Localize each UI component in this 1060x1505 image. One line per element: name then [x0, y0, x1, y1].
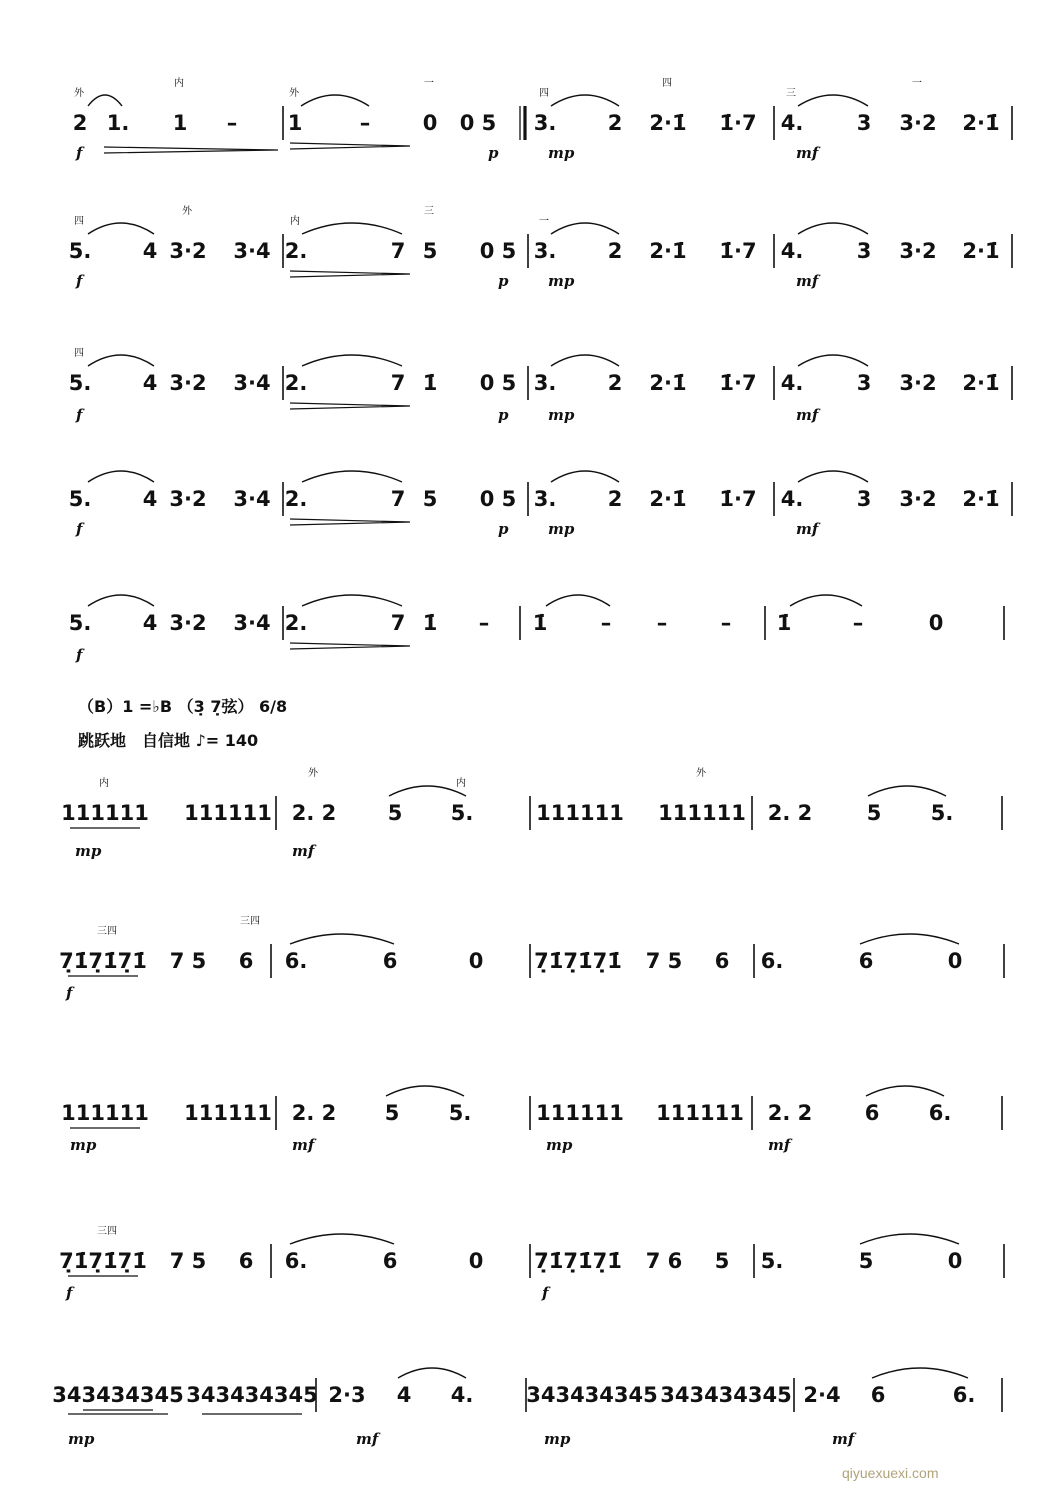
- jianpu-note: 4: [142, 239, 158, 263]
- slur: [302, 355, 402, 366]
- fingering-mark: 内: [99, 778, 109, 789]
- jianpu-note: 7: [390, 371, 406, 395]
- slur: [860, 1234, 959, 1244]
- jianpu-note: 343434345: [660, 1383, 792, 1407]
- jianpu-note: 6.: [952, 1383, 976, 1407]
- tempo-marking: 跳跃地 自信地 ♪= 140: [78, 731, 259, 750]
- dynamic-marking: mp: [548, 272, 575, 290]
- dynamic-marking: p: [488, 144, 499, 162]
- jianpu-note: 4: [396, 1383, 412, 1407]
- jianpu-note: 7̣1̇7̣1̇7̣1̇: [534, 949, 622, 973]
- jianpu-note: 111111: [658, 801, 746, 825]
- jianpu-note: 3·2: [899, 239, 937, 263]
- jianpu-note: 1̇: [422, 371, 438, 395]
- jianpu-note: 1̇·7: [719, 239, 757, 263]
- jianpu-note: 6.: [284, 949, 308, 973]
- slur: [551, 95, 619, 106]
- jianpu-note: 5.: [450, 801, 474, 825]
- dynamic-marking: mp: [68, 1430, 95, 1448]
- staff-system: [59, 915, 962, 1002]
- jianpu-note: 1̇·7: [719, 111, 757, 135]
- jianpu-note: 6: [714, 949, 730, 973]
- jianpu-note: 343434345: [526, 1383, 658, 1407]
- slur: [290, 934, 394, 944]
- jianpu-note: 6: [382, 1249, 398, 1273]
- jianpu-note: 4: [142, 371, 158, 395]
- slur: [866, 1086, 944, 1096]
- jianpu-note: 1.: [106, 111, 130, 135]
- jianpu-note: 2.: [284, 611, 308, 635]
- jianpu-note: 4.: [780, 487, 804, 511]
- jianpu-note: 2. 2: [767, 1101, 813, 1125]
- jianpu-note: 3·2: [899, 111, 937, 135]
- jianpu-note: 1: [287, 111, 303, 135]
- jianpu-note: –: [478, 611, 490, 635]
- slur: [88, 471, 154, 482]
- staff-system: [69, 611, 944, 664]
- jianpu-note: 7 5: [169, 1249, 207, 1273]
- dynamic-marking: mp: [544, 1430, 571, 1448]
- jianpu-note: 1̇·7: [719, 371, 757, 395]
- fingering-mark: 外: [289, 88, 299, 99]
- jianpu-note: 3·4: [233, 371, 271, 395]
- slur: [302, 595, 402, 606]
- dynamic-marking: p: [498, 272, 509, 290]
- jianpu-note: 343434345: [52, 1383, 184, 1407]
- fingering-mark: 内: [174, 78, 184, 89]
- jianpu-note: 5.: [68, 487, 92, 511]
- jianpu-note: 2·1̇: [649, 239, 687, 263]
- jianpu-note: 6.: [928, 1101, 952, 1125]
- jianpu-note: 111111: [61, 801, 149, 825]
- jianpu-note: 0: [468, 949, 484, 973]
- dynamic-marking: mp: [548, 520, 575, 538]
- jianpu-note: 3: [856, 111, 872, 135]
- jianpu-note: 7̣1̇7̣1̇7̣1̇: [534, 1249, 622, 1273]
- dynamic-marking: mf: [832, 1430, 855, 1448]
- fingering-mark: 四: [662, 78, 672, 89]
- jianpu-note: 111111: [536, 1101, 624, 1125]
- jianpu-note: 2·1̇: [962, 371, 1000, 395]
- fingering-mark: 三: [424, 206, 434, 217]
- jianpu-note: 3·2: [899, 487, 937, 511]
- jianpu-note: 0: [468, 1249, 484, 1273]
- slur: [860, 934, 959, 944]
- jianpu-note: 0: [947, 1249, 963, 1273]
- jianpu-note: 5.: [448, 1101, 472, 1125]
- slur: [398, 1368, 466, 1378]
- jianpu-note: 111111: [184, 1101, 272, 1125]
- slur: [302, 471, 402, 482]
- dynamic-marking: mp: [548, 144, 575, 162]
- fingering-mark: 三四: [240, 916, 260, 927]
- jianpu-note: 5: [866, 801, 882, 825]
- fingering-mark: 三: [786, 88, 796, 99]
- jianpu-note: 7 5: [645, 949, 683, 973]
- jianpu-note: 2·1̇: [962, 487, 1000, 511]
- jianpu-note: –: [852, 611, 864, 635]
- fingering-mark: 外: [74, 88, 84, 99]
- slur: [798, 355, 868, 366]
- jianpu-note: 0 5: [459, 111, 497, 135]
- fingering-mark: 三四: [97, 1226, 117, 1237]
- jianpu-note: 2·1̇: [649, 371, 687, 395]
- jianpu-note: 3.: [533, 111, 557, 135]
- jianpu-note: 2·1̇: [649, 111, 687, 135]
- jianpu-note: 7: [390, 487, 406, 511]
- slur: [872, 1368, 968, 1378]
- jianpu-note: 0: [928, 611, 944, 635]
- fingering-mark: 内: [456, 778, 466, 789]
- fingering-mark: 三四: [97, 926, 117, 937]
- jianpu-note: 3·2: [169, 487, 207, 511]
- jianpu-note: 3.: [533, 371, 557, 395]
- jianpu-note: 7: [390, 611, 406, 635]
- jianpu-note: 2. 2: [291, 801, 337, 825]
- jianpu-note: 343434345: [186, 1383, 318, 1407]
- jianpu-note: 1̇: [422, 611, 438, 635]
- jianpu-note: 4: [142, 611, 158, 635]
- dynamic-marking: f: [76, 406, 83, 424]
- jianpu-note: 5.: [760, 1249, 784, 1273]
- jianpu-note: 3: [856, 239, 872, 263]
- dynamic-marking: f: [76, 144, 83, 162]
- jianpu-note: 2·1̇: [649, 487, 687, 511]
- dynamic-marking: mf: [796, 272, 819, 290]
- slur: [798, 95, 868, 106]
- slur: [868, 786, 946, 796]
- jianpu-note: 3: [856, 487, 872, 511]
- staff-system: [52, 1383, 975, 1448]
- jianpu-note: 111111: [184, 801, 272, 825]
- jianpu-note: –: [359, 111, 371, 135]
- staff-system: [69, 347, 1000, 424]
- dynamic-marking: mf: [356, 1430, 379, 1448]
- jianpu-note: 5.: [68, 611, 92, 635]
- jianpu-note: 111111: [536, 801, 624, 825]
- slur: [798, 223, 868, 234]
- jianpu-note: 3·4: [233, 487, 271, 511]
- jianpu-note: 5: [858, 1249, 874, 1273]
- slur: [389, 786, 466, 796]
- watermark: qiyuexuexi.com: [842, 1465, 939, 1481]
- slur: [386, 1086, 464, 1096]
- jianpu-note: 4.: [780, 239, 804, 263]
- jianpu-note: 6: [382, 949, 398, 973]
- jianpu-note: 6.: [760, 949, 784, 973]
- jianpu-note: 5.: [68, 371, 92, 395]
- jianpu-note: 5: [422, 487, 438, 511]
- key-signature-line: （B）1 =♭B （3̣ 7̣弦） 6/8: [78, 697, 288, 716]
- jianpu-note: 6: [238, 949, 254, 973]
- jianpu-note: 2: [607, 111, 623, 135]
- jianpu-note: 1̇: [532, 611, 548, 635]
- notes-layer: [52, 76, 999, 1448]
- jianpu-note: 2.: [284, 239, 308, 263]
- jianpu-note: 3·2: [169, 371, 207, 395]
- jianpu-note: 2·4: [803, 1383, 841, 1407]
- dynamic-marking: mf: [796, 520, 819, 538]
- fingering-mark: 四: [74, 216, 84, 227]
- jianpu-note: 1̇: [776, 611, 792, 635]
- fingering-mark: 内: [290, 216, 300, 227]
- jianpu-note: 3.: [533, 487, 557, 511]
- jianpu-note: 4.: [450, 1383, 474, 1407]
- dynamic-marking: mp: [546, 1136, 573, 1154]
- jianpu-note: 3.: [533, 239, 557, 263]
- jianpu-note: 3·4: [233, 239, 271, 263]
- dynamic-marking: mf: [292, 842, 315, 860]
- jianpu-note: 7̣1̇7̣1̇7̣1̇: [59, 1249, 147, 1273]
- slur: [546, 595, 610, 606]
- dynamic-marking: mf: [796, 144, 819, 162]
- jianpu-note: 3·2: [899, 371, 937, 395]
- jianpu-note: 3·4: [233, 611, 271, 635]
- slur: [301, 95, 369, 106]
- staff-system: [69, 204, 1000, 290]
- dynamic-marking: f: [76, 272, 83, 290]
- jianpu-note: 0 5: [479, 371, 517, 395]
- jianpu-note: 2.: [284, 371, 308, 395]
- dynamic-marking: f: [76, 646, 83, 664]
- slur: [290, 1234, 394, 1244]
- slur: [798, 471, 868, 482]
- jianpu-note: 5: [384, 1101, 400, 1125]
- fingering-mark: 一: [912, 78, 922, 89]
- jianpu-note: 6: [238, 1249, 254, 1273]
- jianpu-note: –: [656, 611, 668, 635]
- slur: [551, 471, 619, 482]
- slur: [302, 223, 402, 234]
- jianpu-note: 5: [387, 801, 403, 825]
- jianpu-note: 6: [870, 1383, 886, 1407]
- fingering-mark: 四: [74, 348, 84, 359]
- jianpu-note: 4.: [780, 371, 804, 395]
- jianpu-note: 2·1̇: [962, 111, 1000, 135]
- jianpu-note: 1̇·7: [719, 487, 757, 511]
- hairpin: [104, 147, 278, 153]
- staff-system: [61, 766, 953, 860]
- hairpin: [290, 403, 410, 409]
- jianpu-note: 6.: [284, 1249, 308, 1273]
- jianpu-note: 0: [422, 111, 438, 135]
- slur: [551, 355, 619, 366]
- barlines-and-slurs: [68, 95, 1012, 1414]
- slur: [551, 223, 619, 234]
- dynamic-marking: mf: [796, 406, 819, 424]
- dynamic-marking: mp: [70, 1136, 97, 1154]
- hairpin: [290, 143, 410, 149]
- jianpu-note: 0 5: [479, 487, 517, 511]
- hairpin: [290, 643, 410, 649]
- jianpu-note: 2: [607, 371, 623, 395]
- jianpu-note: –: [600, 611, 612, 635]
- jianpu-note: 2. 2: [767, 801, 813, 825]
- jianpu-note: –: [720, 611, 732, 635]
- dynamic-marking: mp: [75, 842, 102, 860]
- jianpu-note: 7: [390, 239, 406, 263]
- dynamic-marking: mf: [292, 1136, 315, 1154]
- fingering-mark: 外: [308, 768, 318, 779]
- slur: [88, 595, 154, 606]
- hairpin: [290, 519, 410, 525]
- staff-system: [59, 1225, 962, 1302]
- dynamic-marking: p: [498, 406, 509, 424]
- jianpu-note: –: [226, 111, 238, 135]
- jianpu-note: 6: [864, 1101, 880, 1125]
- fingering-mark: 外: [182, 206, 192, 217]
- dynamic-marking: mp: [548, 406, 575, 424]
- jianpu-note: 3: [856, 371, 872, 395]
- jianpu-note: 2.: [284, 487, 308, 511]
- staff-system: [69, 487, 1000, 538]
- jianpu-note: 0 5: [479, 239, 517, 263]
- jianpu-note: 5.: [930, 801, 954, 825]
- jianpu-note: 1: [172, 111, 188, 135]
- slur: [88, 223, 154, 234]
- jianpu-note: 5: [422, 239, 438, 263]
- jianpu-note: 111111: [656, 1101, 744, 1125]
- jianpu-note: 2·1̇: [962, 239, 1000, 263]
- jianpu-note: 2: [72, 111, 88, 135]
- dynamic-marking: f: [76, 520, 83, 538]
- jianpu-note: 2. 2: [291, 1101, 337, 1125]
- fingering-mark: 一: [539, 216, 549, 227]
- jianpu-note: 0: [947, 949, 963, 973]
- jianpu-note: 2: [607, 487, 623, 511]
- dynamic-marking: mf: [768, 1136, 791, 1154]
- slur: [88, 355, 154, 366]
- jianpu-note: 7 5: [169, 949, 207, 973]
- dynamic-marking: f: [66, 1284, 73, 1302]
- jianpu-note: 2: [607, 239, 623, 263]
- jianpu-note: 111111: [61, 1101, 149, 1125]
- jianpu-note: 5.: [68, 239, 92, 263]
- jianpu-note: 3·2: [169, 239, 207, 263]
- dynamic-marking: f: [542, 1284, 549, 1302]
- fingering-mark: 四: [539, 88, 549, 99]
- jianpu-note: 4: [142, 487, 158, 511]
- jianpu-note: 5: [714, 1249, 730, 1273]
- jianpu-note: 6: [858, 949, 874, 973]
- dynamic-marking: p: [498, 520, 509, 538]
- fingering-mark: 一: [424, 78, 434, 89]
- jianpu-note: 2·3: [328, 1383, 366, 1407]
- jianpu-note: 7 6: [645, 1249, 683, 1273]
- dynamic-marking: f: [66, 984, 73, 1002]
- jianpu-note: 4.: [780, 111, 804, 135]
- fingering-mark: 外: [696, 768, 706, 779]
- jianpu-note: 3·2: [169, 611, 207, 635]
- slur: [88, 95, 122, 106]
- hairpin: [290, 271, 410, 277]
- staff-system: [61, 1101, 951, 1154]
- slur: [790, 595, 862, 606]
- jianpu-note: 7̣1̇7̣1̇7̣1̇: [59, 949, 147, 973]
